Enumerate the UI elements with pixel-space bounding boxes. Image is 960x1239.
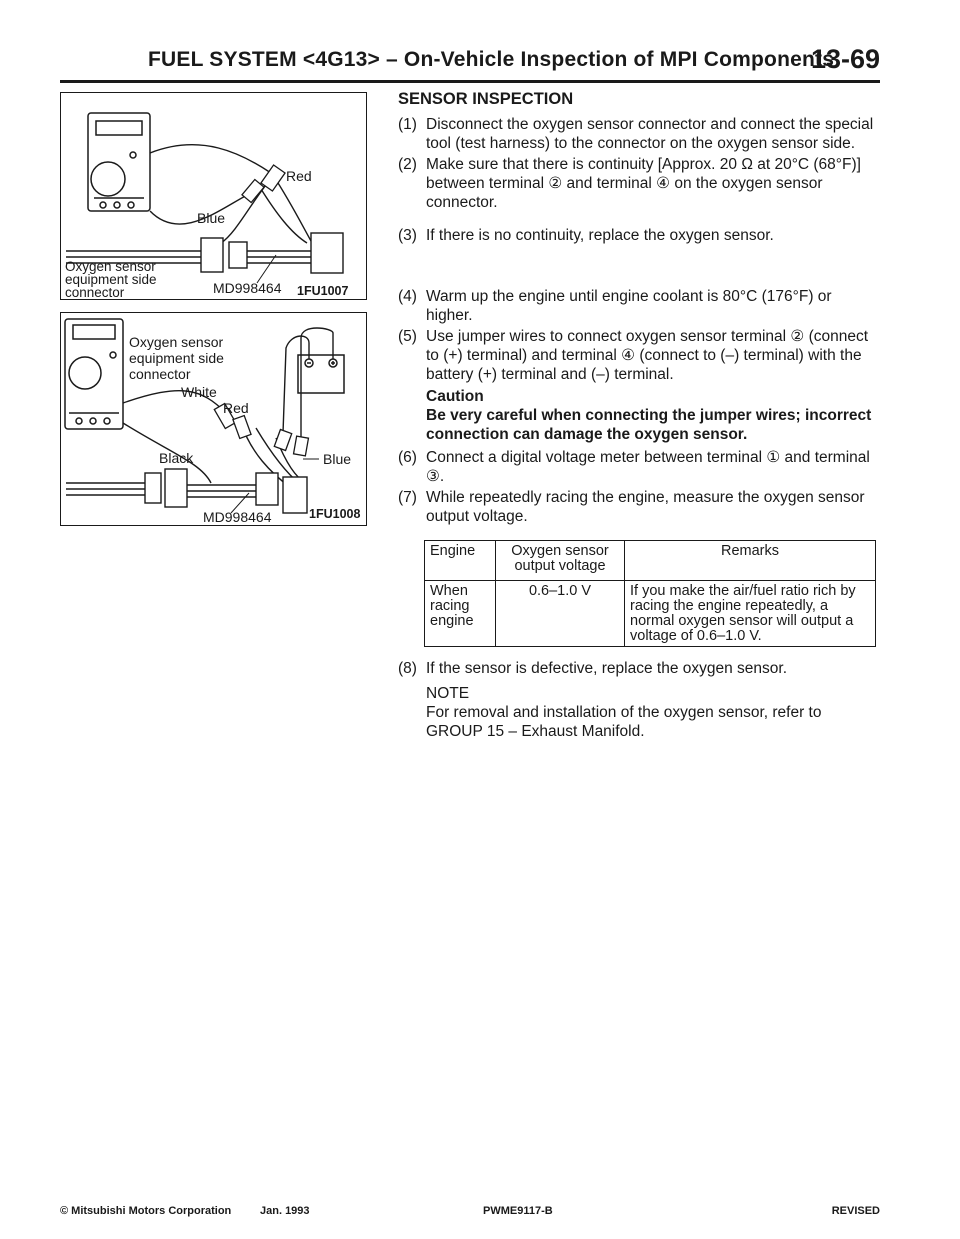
label-connector-line2: equipment side xyxy=(65,272,157,287)
label-blue: Blue xyxy=(323,451,352,467)
note-title: NOTE xyxy=(426,685,470,702)
label-connector-line3: connector xyxy=(129,366,191,382)
step-text: If the sensor is defective, replace the oxygen sensor. xyxy=(426,660,788,677)
label-connector-line3: connector xyxy=(65,285,125,298)
harness-connector-icon xyxy=(66,469,307,513)
table-cell: If you make the air/fuel ratio rich by racing the engine repeatedly, a normal oxygen sensor will output a voltage of 0.6–1.0 V. xyxy=(625,581,876,647)
voltage-spec-table xyxy=(424,540,876,647)
label-black: Black xyxy=(159,450,194,466)
figure-continuity-check xyxy=(60,92,367,300)
step-3 xyxy=(398,226,880,245)
footer-date: Jan. 1993 xyxy=(260,1205,310,1217)
step-number: (6) xyxy=(398,449,417,466)
note-text: For removal and installation of the oxygen sensor, refer to GROUP 15 – Exhaust Manifold. xyxy=(426,704,822,740)
step-2 xyxy=(398,155,880,212)
footer-revised: REVISED xyxy=(831,1205,880,1217)
caution-title: Caution xyxy=(426,388,484,405)
step-number: (5) xyxy=(398,328,417,345)
step-8 xyxy=(398,659,880,678)
step-text: Make sure that there is continuity [Approx. 20 Ω at 20°C (68°F)] between terminal ② and terminal ④ on the oxygen sensor connector. xyxy=(426,156,861,211)
label-connector-line1: Oxygen sensor xyxy=(65,259,156,274)
footer-copyright: © Mitsubishi Motors Corporation xyxy=(60,1205,232,1217)
step-text: If there is no continuity, replace the oxygen sensor. xyxy=(426,227,774,244)
table-header: Oxygen sensor output voltage xyxy=(496,541,625,581)
table-header: Remarks xyxy=(625,541,876,581)
footer-code: PWME9117-B xyxy=(483,1205,553,1217)
step-number: (2) xyxy=(398,156,417,173)
label-blue: Blue xyxy=(197,210,226,226)
header-title: FUEL SYSTEM <4G13> – On-Vehicle Inspection of MPI Components xyxy=(148,48,835,71)
label-red: Red xyxy=(286,168,312,184)
tool-number: MD998464 xyxy=(213,280,282,296)
step-7 xyxy=(398,488,880,526)
step-text: Use jumper wires to connect oxygen sensor terminal ② (connect to (+) terminal) and terminal ④ (connect to (–) terminal) with the battery (+) terminal and (–) terminal. xyxy=(426,328,869,383)
table-row xyxy=(425,581,876,647)
page-number: 13-69 xyxy=(810,44,880,74)
step-text: Connect a digital voltage meter between terminal ① and terminal ③. xyxy=(426,449,870,485)
note xyxy=(398,684,880,741)
tool-number: MD998464 xyxy=(203,509,272,524)
table-cell: 0.6–1.0 V xyxy=(496,581,625,647)
multimeter-icon xyxy=(88,113,150,211)
battery-icon xyxy=(298,355,344,393)
step-5 xyxy=(398,327,880,444)
test-leads xyxy=(150,145,311,243)
caution-text: Be very careful when connecting the jumper wires; incorrect connection can damage the oxygen sensor. xyxy=(426,407,872,443)
inspection-content xyxy=(398,90,880,741)
step-number: (7) xyxy=(398,489,417,506)
table-header: Engine xyxy=(425,541,496,581)
step-4 xyxy=(398,287,880,325)
step-text: Disconnect the oxygen sensor connector and connect the special tool (test harness) to the connector on the oxygen sensor side. xyxy=(426,116,874,152)
step-1 xyxy=(398,115,880,153)
label-red: Red xyxy=(223,400,249,416)
label-connector-line2: equipment side xyxy=(129,350,224,366)
section-title: SENSOR INSPECTION xyxy=(398,90,574,108)
step-number: (3) xyxy=(398,227,417,244)
step-number: (4) xyxy=(398,288,417,305)
step-6 xyxy=(398,448,880,486)
figure-code: 1FU1008 xyxy=(309,507,361,521)
multimeter-icon xyxy=(65,319,123,429)
continuity-diagram xyxy=(61,93,365,298)
step-text: Warm up the engine until engine coolant is 80°C (176°F) or higher. xyxy=(426,288,832,324)
label-connector-line1: Oxygen sensor xyxy=(129,334,224,350)
step-number: (1) xyxy=(398,116,417,133)
voltage-diagram xyxy=(61,313,365,524)
table-header-row xyxy=(425,541,876,581)
step-number: (8) xyxy=(398,660,417,677)
figure-code: 1FU1007 xyxy=(297,284,349,298)
step-text: While repeatedly racing the engine, measure the oxygen sensor output voltage. xyxy=(426,489,865,525)
table-cell: When racing engine xyxy=(425,581,496,647)
figure-output-voltage-check xyxy=(60,312,367,526)
page-header xyxy=(60,44,880,83)
label-white: White xyxy=(181,384,217,400)
